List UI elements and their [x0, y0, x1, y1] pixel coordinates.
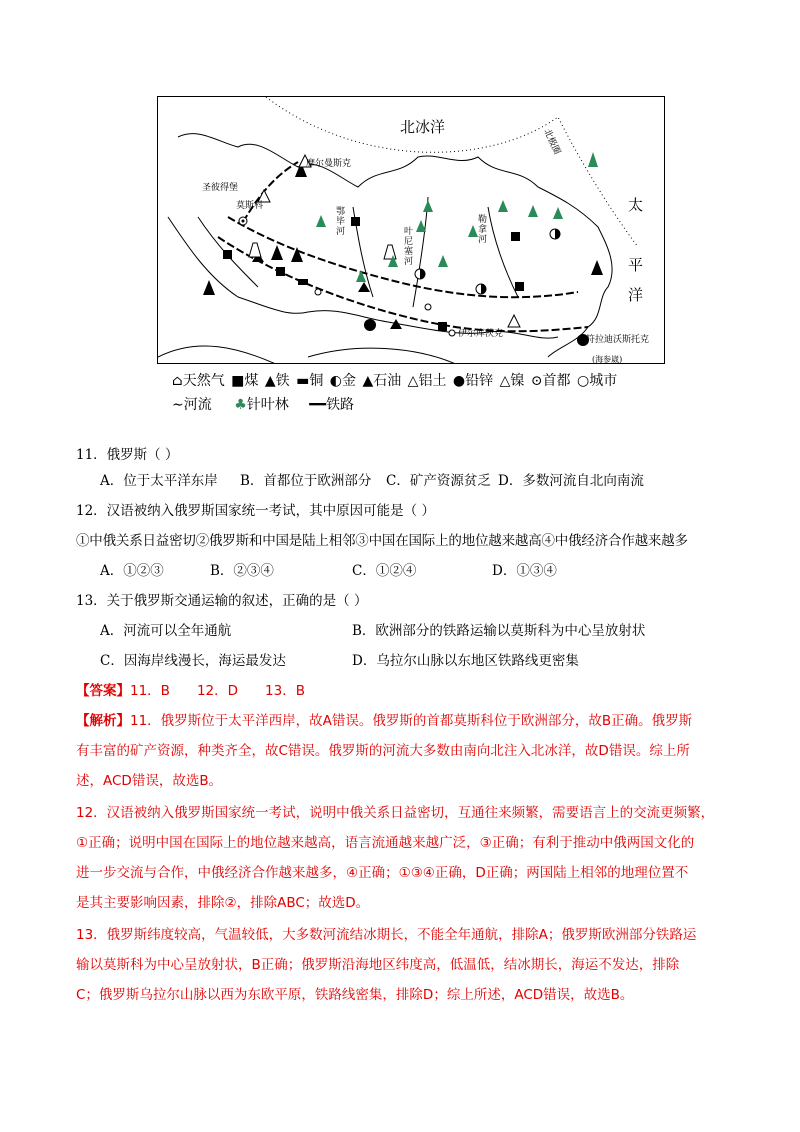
natural-gas-icon: ⌂ [172, 373, 183, 389]
coal-icon [223, 250, 232, 259]
analysis-line-5: ①正确；说明中国在国际上的地位越来越高，语言流通越来越广泛，③正确；有利于推动中俄两国文化的 [76, 835, 695, 851]
q11-option-c: C．矿产资源贫乏 [386, 473, 491, 489]
iron-icon: ▲ [264, 373, 276, 389]
answer-text: 11．B 12．D 13．B [130, 683, 305, 699]
pacific-label-1: 太 [628, 196, 644, 214]
q12-option-c: C．①②④ [352, 563, 417, 579]
legend-city: 城市 [589, 373, 618, 389]
pacific-label-3: 洋 [628, 286, 644, 304]
coal-icon [515, 282, 524, 291]
q11-option-b: B．首都位于欧洲部分 [240, 473, 372, 489]
gold-icon: ◐ [329, 373, 342, 389]
coal-icon [511, 232, 520, 241]
legend-natural-gas: 天然气 [182, 373, 225, 389]
city-icon [449, 330, 455, 336]
q13-option-a: A．河流可以全年通航 [100, 623, 232, 639]
analysis-label: 【解析】 [76, 713, 130, 729]
russia-resource-map [157, 96, 665, 364]
q12-option-d: D．①③④ [492, 563, 557, 579]
pacific-label-2: 平 [628, 256, 644, 274]
river-icon: ∼ [172, 397, 184, 413]
arctic-circle-label: 北极圈 [541, 127, 562, 157]
oil-icon: ▲ [362, 373, 374, 389]
question-11-stem: 11．俄罗斯（ ） [76, 447, 179, 463]
city-icon [425, 304, 431, 310]
question-12-stem: 12．汉语被纳入俄罗斯国家统一考试，其中原因可能是（ ） [76, 503, 435, 519]
oil-icon [271, 245, 283, 260]
answer-label: 【答案】 [76, 683, 130, 699]
q12-option-b: B．②③④ [210, 563, 274, 579]
analysis-line-6: 进一步交流与合作，中俄经济合作越来越多，④正确；①③④正确，D正确；两国陆上相邻的地理位置不 [76, 865, 689, 881]
natural-gas-icon [384, 245, 396, 259]
legend-railway: 铁路 [326, 397, 355, 413]
river-lena [488, 207, 518, 297]
bauxite-icon: △ [407, 373, 419, 389]
legend-capital: 首都 [542, 373, 571, 389]
legend-river: 河流 [183, 397, 212, 413]
legend-bauxite: 铝土 [418, 373, 447, 389]
map-legend-row2 [172, 396, 356, 414]
analysis-line-4: 12．汉语被纳入俄罗斯国家统一考试，说明中俄关系日益密切，互通往来频繁，需要语言上的交流更频繁， [76, 805, 715, 821]
legend-copper: 铜 [309, 373, 324, 389]
legend-gold: 金 [341, 373, 356, 389]
river-yenisei [413, 197, 428, 307]
map-legend-row1 [172, 372, 619, 390]
analysis-line-1 [76, 712, 726, 730]
q11-option-a: A．位于太平洋东岸 [100, 473, 218, 489]
q13-option-c: C．因海岸线漫长，海运最发达 [100, 653, 286, 669]
legend-nickel: 镍 [510, 373, 525, 389]
analysis-line-8: 13．俄罗斯纬度较高，气温较低，大多数河流结冰期长，不能全年通航，排除A；俄罗斯欧洲部分铁路运 [76, 927, 697, 943]
ob-river-label: 鄂毕河 [336, 207, 346, 237]
analysis-line-3: 述，ACD错误，故选B。 [76, 773, 223, 789]
coal-icon [351, 217, 360, 226]
legend-oil: 石油 [373, 373, 402, 389]
arctic-ocean-label: 北冰洋 [400, 118, 446, 136]
oil-icon [203, 280, 215, 295]
analysis-line-7: 是其主要影响因素，排除②，排除ABC；故选D。 [76, 895, 370, 911]
legend-coal: 煤 [244, 373, 259, 389]
nickel-icon: △ [499, 373, 511, 389]
yenisei-river-label: 叶尼塞河 [404, 227, 414, 267]
legend-coniferous-forest: 针叶林 [246, 397, 289, 413]
legend-iron: 铁 [275, 373, 290, 389]
coal-icon [276, 267, 285, 276]
lead-zinc-icon: ● [452, 373, 466, 389]
q12-option-a: A．①②③ [100, 563, 164, 579]
analysis-text-1: 11．俄罗斯位于太平洋西岸，故A错误。俄罗斯的首都莫斯科位于欧洲部分，故B正确。俄罗斯 [130, 713, 693, 729]
city-icon: ○ [577, 373, 590, 389]
irkutsk-label: 伊尔库茨克 [458, 329, 504, 339]
copper-icon [298, 279, 308, 285]
coniferous-tree-icon: ♣ [234, 397, 247, 413]
question-13-stem: 13．关于俄罗斯交通运输的叙述，正确的是（ ） [76, 593, 368, 609]
capital-icon: ⊙ [530, 373, 543, 389]
analysis-line-2: 有丰富的矿产资源，种类齐全，故C错误。俄罗斯的河流大多数由南向北注入北冰洋，故D错误。综上所 [76, 743, 690, 759]
iron-icon [358, 282, 370, 292]
st-petersburg-label: 圣彼得堡 [202, 183, 239, 193]
coal-icon [438, 322, 447, 331]
nickel-icon [508, 315, 520, 327]
q13-option-d: D．乌拉尔山脉以东地区铁路线更密集 [352, 653, 579, 669]
oil-icon [591, 260, 603, 275]
railway-north [243, 162, 298, 222]
natural-gas-icon [249, 243, 261, 257]
coal-icon: ■ [231, 373, 245, 389]
lena-river-label: 勒拿河 [478, 215, 488, 245]
question-12-statements: ①中俄关系日益密切②俄罗斯和中国是陆上相邻③中国在国际上的地位越来越高④中俄经济合作越来越多 [76, 533, 688, 549]
railway-icon: ━━ [309, 397, 327, 413]
analysis-line-10: C；俄罗斯乌拉尔山脉以西为东欧平原，铁路线密集，排除D；综上所述，ACD错误，故选B。 [76, 987, 634, 1003]
vladivostok-alt-label: (海参崴) [592, 355, 623, 364]
city-icon [315, 289, 321, 295]
murmansk-label: 摩尔曼斯克 [306, 159, 352, 169]
copper-icon: ▬ [296, 373, 310, 389]
q11-option-d: D．多数河流自北向南流 [498, 473, 644, 489]
q13-option-b: B．欧洲部分的铁路运输以莫斯科为中心呈放射状 [352, 623, 646, 639]
analysis-line-9: 输以莫斯科为中心呈放射状，B正确；俄罗斯沿海地区纬度高，低温低，结冰期长，海运不发达，排除 [76, 957, 680, 973]
lead-zinc-icon [364, 319, 376, 331]
legend-lead-zinc: 铅锌 [465, 373, 494, 389]
answer-line [76, 682, 726, 700]
vladivostok-label: 符拉迪沃斯托克 [586, 335, 650, 345]
moscow-label: 莫斯科 [236, 201, 264, 211]
